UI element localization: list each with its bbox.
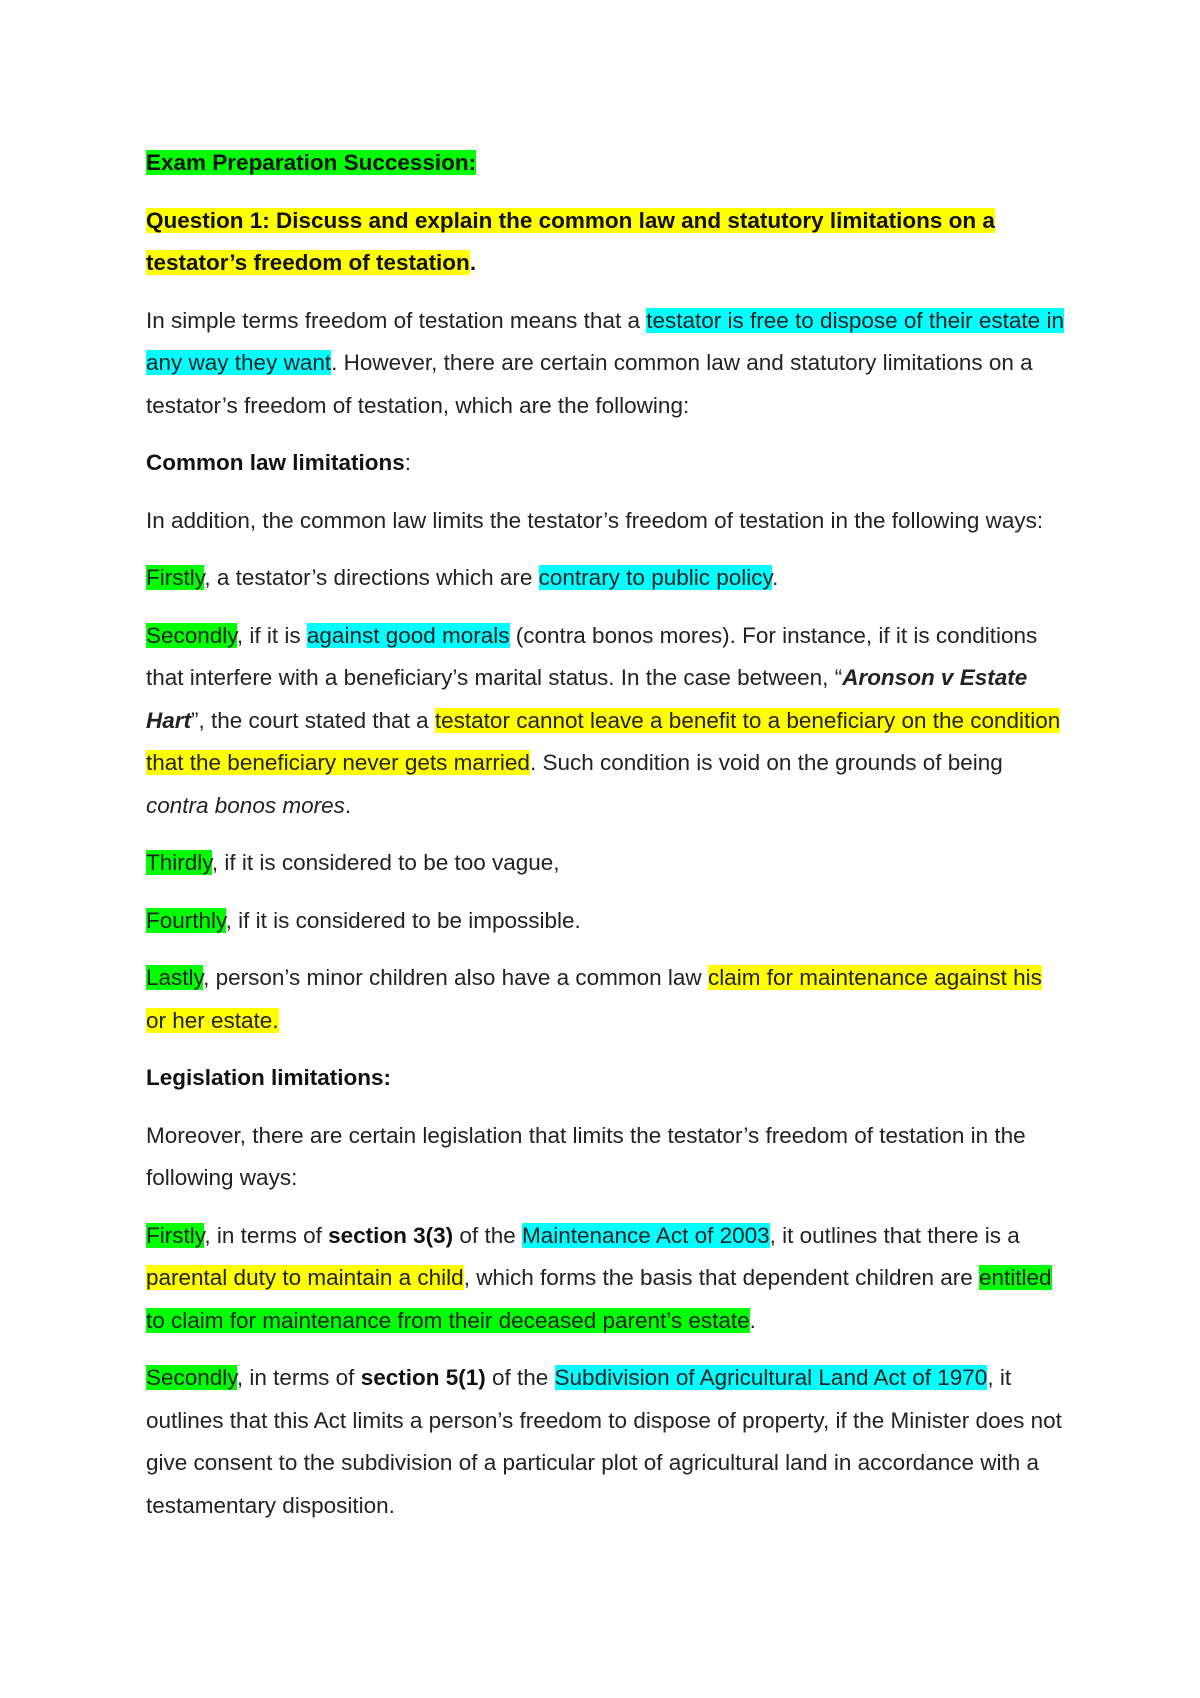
common-limitation-1 xyxy=(146,557,1066,600)
question-text: Question 1: Discuss and explain the common law and statutory limitations on a testator’s freedom of testation xyxy=(146,207,995,275)
common-limitation-5 xyxy=(146,957,1066,1042)
section-reference-1: section 3(3) xyxy=(328,1222,454,1248)
common-2-text-4: . Such condition is void on the grounds of being xyxy=(529,750,1003,775)
common-limitation-4 xyxy=(146,900,1066,943)
common-5-text: , person’s minor children also have a common law xyxy=(203,965,708,990)
common-2-lead: Secondly xyxy=(146,622,237,648)
legislation-1-text-5: . xyxy=(749,1307,756,1333)
common-2-text-2: (contra bonos mores). For instance, if it is conditions that interfere with a beneficiary’s marital status. In the case between, “ xyxy=(146,622,1038,690)
common-2-highlight-2: testator cannot leave a benefit to a beneficiary on the condition that the beneficiary never gets married xyxy=(146,707,1061,775)
common-law-heading xyxy=(146,442,1066,485)
legislation-2-text-2: of the xyxy=(485,1365,555,1390)
act-name-2: Subdivision of Agricultural Land Act of 1970 xyxy=(554,1365,988,1390)
intro-text-2: . However, there are certain common law and statutory limitations on a testator’s freedom of testation, which are the following: xyxy=(146,350,1033,418)
common-limitation-2 xyxy=(146,615,1066,828)
common-3-lead: Thirdly xyxy=(146,850,212,875)
legislation-1-text-4: , which forms the basis that dependent children are xyxy=(463,1265,979,1290)
common-1-text-1: , a testator’s directions which are xyxy=(204,565,539,590)
common-law-heading-colon: : xyxy=(404,450,412,475)
common-2-text-1: , if it is xyxy=(236,622,307,648)
legislation-1-text-2: of the xyxy=(453,1222,522,1248)
legislation-1-highlight-green: entitled to claim for maintenance from their deceased parent’s estate xyxy=(146,1265,1052,1333)
common-1-text-2: . xyxy=(772,565,779,590)
common-4-lead: Fourthly xyxy=(146,907,226,933)
common-2-italic: contra bonos mores xyxy=(146,792,345,818)
section-reference-2: section 5(1) xyxy=(360,1365,486,1390)
intro-highlight: testator is free to dispose of their estate in any way they want xyxy=(146,307,1064,375)
doc-title xyxy=(146,142,1066,185)
common-1-lead: Firstly xyxy=(146,565,205,590)
legislation-limitation-2 xyxy=(146,1357,1066,1527)
common-4-text: , if it is considered to be impossible. xyxy=(225,907,581,933)
question-heading xyxy=(146,200,1066,285)
case-name: Aronson v Estate Hart xyxy=(146,665,1028,733)
doc-title-text: Exam Preparation Succession: xyxy=(146,150,477,175)
common-1-highlight: contrary to public policy xyxy=(538,565,773,590)
common-3-text: , if it is considered to be too vague, xyxy=(211,850,560,875)
legislation-intro: Moreover, there are certain legislation that limits the testator’s freedom of testation in the following ways: xyxy=(146,1122,1026,1190)
common-5-lead: Lastly xyxy=(146,965,204,990)
legislation-heading xyxy=(146,1057,1066,1100)
common-limitation-3 xyxy=(146,842,1066,885)
document-body xyxy=(146,142,1066,1542)
common-law-intro: In addition, the common law limits the testator’s freedom of testation in the following ways: xyxy=(146,507,1044,533)
legislation-heading-text: Legislation limitations: xyxy=(146,1065,392,1090)
intro-text-1: In simple terms freedom of testation means that a xyxy=(146,307,647,333)
common-law-heading-text: Common law limitations xyxy=(146,450,405,475)
legislation-2-text-1: , in terms of xyxy=(236,1365,361,1390)
legislation-2-lead: Secondly xyxy=(146,1365,237,1390)
legislation-limitation-1 xyxy=(146,1215,1066,1343)
act-name-1: Maintenance Act of 2003 xyxy=(521,1222,770,1248)
legislation-1-lead: Firstly xyxy=(146,1222,205,1248)
common-2-text-5: . xyxy=(344,792,352,818)
legislation-2-text-3: , it outlines that this Act limits a person’s freedom to dispose of property, if the Minister does not give consent to the subdivision of a particular plot of agricultural land in accordance with a testamentary disposition. xyxy=(146,1365,1062,1518)
common-5-highlight: claim for maintenance against his or her estate. xyxy=(146,965,1042,1033)
common-2-highlight-1: against good morals xyxy=(306,622,510,648)
intro-paragraph xyxy=(146,300,1066,428)
legislation-1-highlight-yellow: parental duty to maintain a child xyxy=(146,1265,464,1290)
legislation-1-text-1: , in terms of xyxy=(204,1222,329,1248)
legislation-1-text-3: , it outlines that there is a xyxy=(769,1222,1020,1248)
common-2-text-3: ”, the court stated that a xyxy=(191,707,435,733)
question-period: . xyxy=(469,250,477,275)
